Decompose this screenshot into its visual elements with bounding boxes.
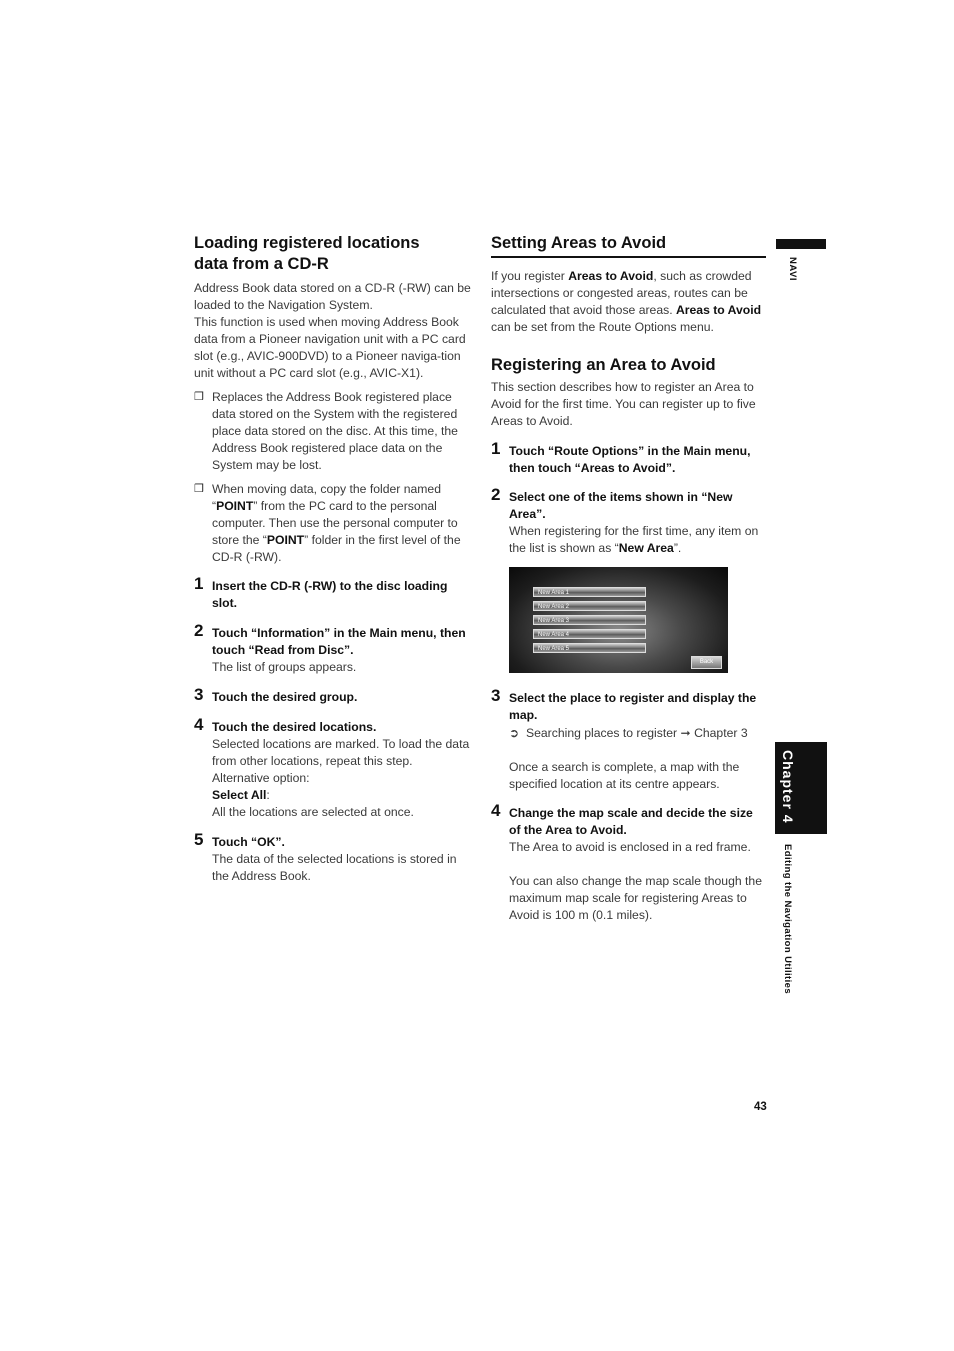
screen-new-area-2: New Area 2 [533,601,646,611]
left-column [194,233,472,885]
section-heading-setting-areas: Setting Areas to Avoid [491,233,766,258]
point-folder: POINT [266,533,305,547]
areas-to-avoid-term: Areas to Avoid [568,269,654,283]
new-area-screenshot [509,567,728,673]
note-text: Replaces the Address Book registered place data stored on the System with the registered place data stored on the disc. At this time, the Address Book registered place data on the System may be lost. [212,390,458,472]
intro-paragraph-1: Address Book data stored on a CD-R (-RW) can be loaded to the Navigation System. [194,281,471,312]
section-label: Editing the Navigation Utilities [782,844,793,995]
select-all-label: Select All [212,788,267,802]
step-3 [194,685,472,706]
reference-icon: ➲ [509,726,520,740]
step-title: Select the place to register and display the map. [509,691,757,722]
section-heading-registering: Registering an Area to Avoid [491,356,716,374]
step-body: Once a search is complete, a map with the specified location at its centre appears. [509,760,740,791]
point-folder: POINT [216,499,254,513]
step-body: The Area to avoid is enclosed in a red frame. [509,840,751,854]
text-run: can be set from the Route Options menu. [491,320,714,334]
checkbox-icon: ❒ [194,391,204,403]
registering-intro: This section describes how to register an Area to Avoid for the first time. You can register up to five Areas to Avoid. [491,380,756,428]
step-title: Touch “ [212,835,258,849]
page-number: 43 [754,1101,767,1113]
step-number: 1 [491,439,501,458]
step-title: Touch the desired locations. [212,720,377,734]
step-body: The list of groups appears. [212,660,357,674]
step-number: 2 [491,485,501,504]
heading-line1: Loading registered locations [194,234,420,252]
section-heading-loading [194,233,472,275]
new-area-term: New Area [618,541,674,555]
step-3 [491,686,766,793]
reference-text: Searching places to register [526,726,678,740]
intro-paragraph-2: This function is used when moving Address Book data from a Pioneer navigation unit with a PC card slot (e.g., AVIC-900DVD) to a Pioneer naviga-tion unit without a PC card slot (e.g., AVIC-X1). [194,315,466,380]
reference-target: Chapter 3 [694,726,748,740]
step-title: Select one of the items shown in “New Area”. [509,490,733,521]
screen-new-area-3: New Area 3 [533,615,646,625]
text-run: If you register [491,269,569,283]
step-1 [194,574,472,612]
text-run: ”. [673,541,682,555]
step-number: 4 [491,801,501,820]
step-2 [491,485,766,673]
heading-cdr: CD-R [287,255,329,273]
step-number: 5 [194,830,204,849]
note-text: ” folder in the first level of the CD-R (-RW). [212,533,461,564]
screen-new-area-4: New Area 4 [533,629,646,639]
step-title-end: ”. [275,835,285,849]
step-number: 3 [491,686,501,705]
step-title: Touch the desired group. [212,690,358,704]
step-number: 1 [194,574,204,593]
navi-label: NAVI [787,257,798,281]
checkbox-icon: ❒ [194,483,204,495]
step-4 [491,801,766,924]
step-1 [491,439,766,477]
note-bullet-2 [194,481,472,566]
step-number: 4 [194,715,204,734]
step-2 [194,621,472,676]
step-body: Selected locations are marked. To load the data from other locations, repeat this step. [212,737,470,768]
select-all-description: All the locations are selected at once. [212,805,414,819]
step-number: 3 [194,685,204,704]
screen-new-area-1: New Area 1 [533,587,646,597]
step-title: Insert the CD-R (-RW) to the disc loading slot. [212,579,448,610]
screen-new-area-5: New Area 5 [533,643,646,653]
sidebar-bar [776,239,826,249]
areas-to-avoid-term: Areas to Avoid [675,303,762,317]
cross-reference [509,725,766,742]
arrow-right-icon: ➞ [680,726,691,740]
ok-label: OK [257,835,276,849]
step-4 [194,715,472,821]
step-5 [194,830,472,885]
step-title: Touch “Information” in the Main menu, then touch “Read from Disc”. [212,626,466,657]
heading-line2: data from a [194,255,288,273]
text-run: When registering for the first time, any item on the list is shown as “ [509,524,759,555]
alternative-label: Alternative option: [212,771,310,785]
step-body: The data of the selected locations is stored in the Address Book. [212,852,457,883]
note-text: When moving data, copy the folder named “ [212,482,441,513]
step-number: 2 [194,621,204,640]
text-run: , such as crowded intersections or congested areas, routes can be calculated that avoid those areas. [491,269,752,317]
note-text: ” from the PC card to the personal computer. Then use the personal computer to store the “ [212,499,458,547]
areas-intro [491,268,766,336]
step-title: Touch “Route Options” in the Main menu, then touch “Areas to Avoid”. [509,444,751,475]
screen-back-button: Back [691,656,722,669]
right-column [491,233,766,924]
chapter-label: Chapter 4 [780,750,796,824]
step-body: You can also change the map scale though the maximum map scale for registering Areas to Avoid is 100 m (0.1 miles). [509,874,762,922]
step-body [509,523,766,557]
step-title: Change the map scale and decide the size of the Area to Avoid. [509,806,753,837]
note-bullet-1 [194,389,472,474]
colon: : [266,788,270,802]
